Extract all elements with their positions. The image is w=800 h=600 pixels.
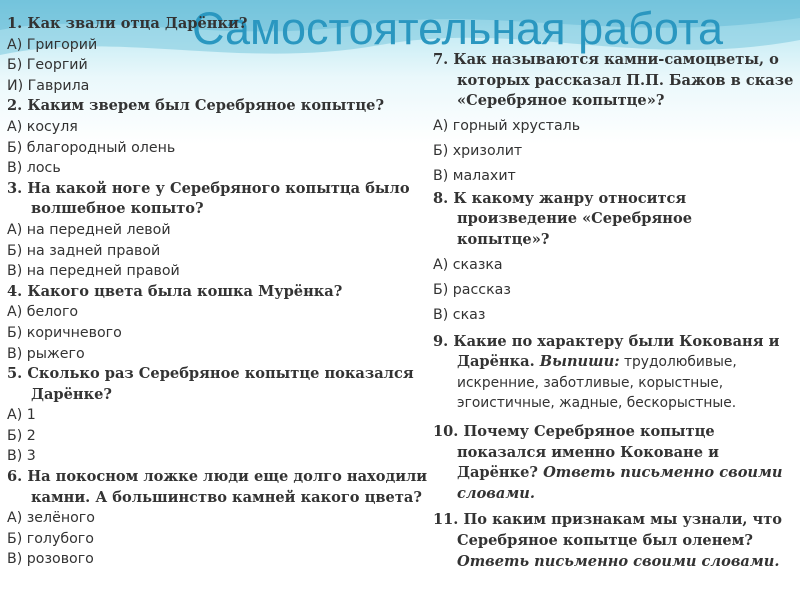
question-text (7, 467, 447, 508)
option-list-text: искренние, заботливые, корыстные, (457, 374, 724, 391)
answer-option: В) 3 (7, 448, 36, 465)
question-text (433, 189, 798, 251)
question-line: 9. Какие по характеру были Кокованя и (433, 332, 780, 350)
question-text (7, 179, 447, 220)
answer-option: Б) Георгий (7, 57, 88, 74)
question-11 (433, 510, 798, 572)
question-line (433, 352, 798, 373)
answer-option: В) на передней правой (7, 263, 180, 280)
question-fragment: Дарёнка. (457, 353, 540, 371)
question-text: 4. Какого цвета была кошка Мурёнка? (7, 282, 343, 300)
question-line: копытце»? (457, 230, 550, 248)
question-line: 3. На какой ноге у Серебряного копытца было (7, 179, 410, 197)
question-line: 8. К какому жанру относится (433, 189, 687, 207)
question-line: 7. Как называются камни-самоцветы, о (433, 51, 779, 68)
question-line (433, 463, 798, 484)
question-text (7, 364, 447, 405)
question-8 (433, 189, 798, 328)
answer-option: А) на передней левой (7, 221, 171, 238)
question-text (433, 50, 798, 112)
question-line: Дарёнке? (31, 385, 112, 403)
answer-option: Б) голубого (7, 530, 94, 547)
question-3 (7, 179, 447, 282)
question-text (433, 510, 798, 572)
answer-option: А) сказка (433, 256, 503, 273)
question-7 (433, 50, 798, 189)
answer-option: И) Гаврила (7, 77, 90, 94)
question-1 (7, 14, 447, 96)
question-line: камни. А большинство камней какого цвета? (31, 488, 422, 506)
answer-option: А) белого (7, 304, 79, 321)
question-text: 2. Каким зверем был Серебряное копытце? (7, 97, 385, 115)
question-9 (433, 332, 798, 414)
instruction-emphasis: словами. (457, 484, 535, 502)
answer-option: А) 1 (7, 407, 36, 424)
answer-option: Б) коричневого (7, 324, 122, 341)
option-list-text: эгоистичные, жадные, бескорыстные. (457, 395, 737, 412)
question-line: «Серебряное копытце»? (457, 92, 665, 110)
instruction-emphasis: Ответь письменно своими словами. (457, 552, 780, 570)
answer-option: Б) благородный олень (7, 139, 176, 156)
answer-option: Б) рассказ (433, 281, 511, 298)
question-line: 10. Почему Серебряное копытце (433, 422, 715, 440)
left-column (7, 14, 447, 570)
answer-option: Б) 2 (7, 427, 36, 444)
question-line: 11. По каким признакам мы узнали, что (433, 511, 783, 529)
answer-option: Б) хризолит (433, 142, 523, 159)
question-10 (433, 422, 798, 504)
instruction-emphasis: Выпиши: (539, 353, 620, 371)
question-text (433, 332, 798, 414)
question-2 (7, 96, 447, 178)
question-text (433, 422, 798, 504)
question-line: которых рассказал П.П. Бажов в сказе (457, 71, 794, 89)
answer-option: В) сказ (433, 306, 486, 323)
question-line: Серебряное копытце был оленем? (457, 531, 753, 549)
answer-option: А) зелёного (7, 510, 95, 527)
answer-option: В) лось (7, 160, 61, 177)
question-line: 6. На покосном ложке люди еще долго находили (7, 468, 428, 486)
option-list-text: трудолюбивые, (619, 354, 737, 371)
question-6 (7, 467, 447, 570)
answer-option: В) розового (7, 551, 94, 568)
question-line: показался именно Коковане и (457, 443, 719, 461)
question-line: произведение «Серебряное (457, 210, 692, 228)
question-line: волшебное копыто? (31, 200, 204, 218)
answer-option: А) горный хрусталь (433, 117, 581, 134)
question-5 (7, 364, 447, 467)
question-4 (7, 282, 447, 364)
answer-option: В) рыжего (7, 345, 85, 362)
right-column (433, 50, 798, 572)
answer-option: В) малахит (433, 167, 516, 184)
answer-option: А) косуля (7, 118, 78, 135)
question-text: 1. Как звали отца Дарёнки? (7, 15, 248, 32)
instruction-emphasis: Ответь письменно своими (543, 464, 783, 482)
answer-option: А) Григорий (7, 36, 98, 53)
question-line: 5. Сколько раз Серебряное копытце показался (7, 365, 414, 383)
page-title: Самостоятельная работа (192, 3, 724, 54)
question-fragment: Дарёнке? (457, 464, 544, 482)
answer-option: Б) на задней правой (7, 242, 161, 259)
